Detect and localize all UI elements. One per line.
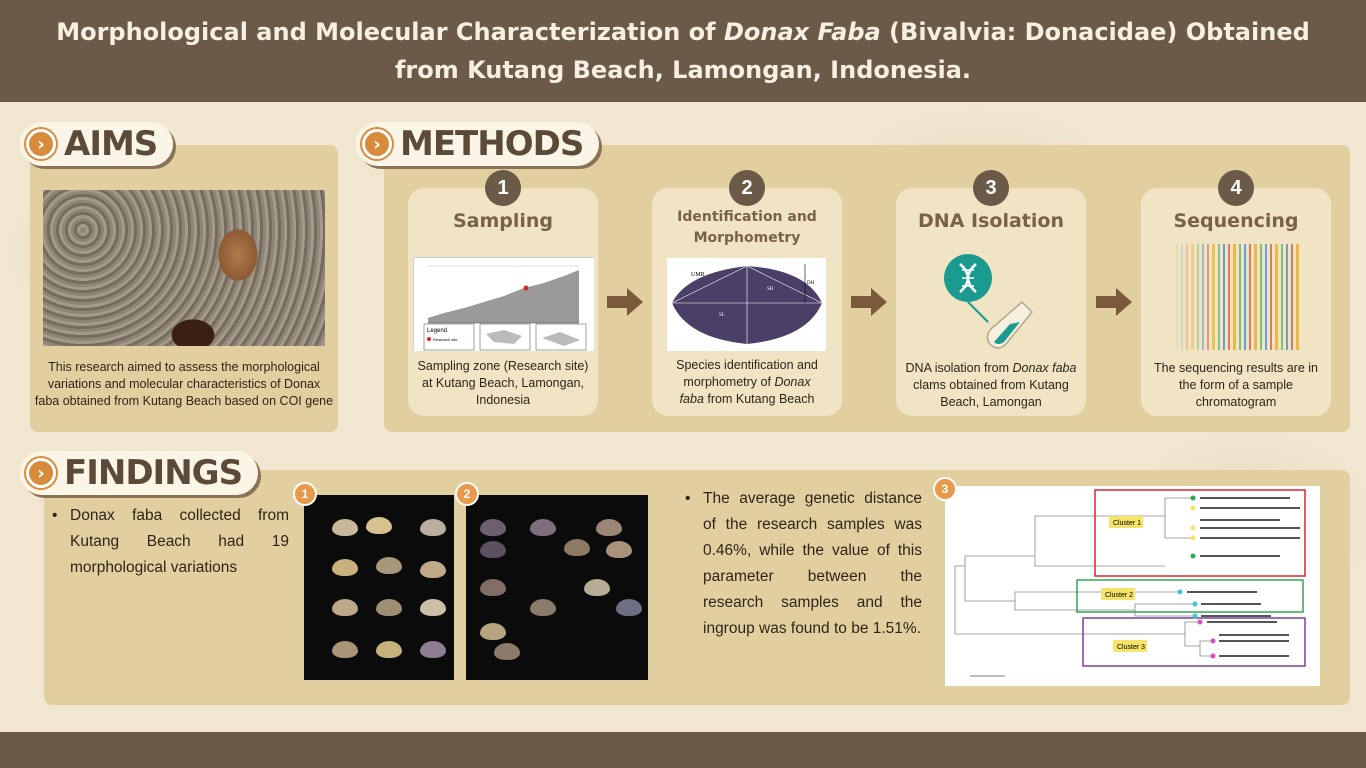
step-number: 2 <box>729 170 765 206</box>
shell-specimen <box>376 557 402 574</box>
shell-specimen <box>480 519 506 536</box>
elevation-map-graphic <box>414 258 594 351</box>
shell-specimen <box>332 559 358 576</box>
shell-specimen <box>480 579 506 596</box>
step-caption-identification: Species identification and morphometry of Donax faba from Kutang Beach <box>676 358 818 406</box>
shell-specimen <box>530 519 556 536</box>
step-caption-sequencing: The sequencing results are in the form of a sample chromatogram <box>1154 361 1318 409</box>
step-number: 4 <box>1218 170 1254 206</box>
sampling-map <box>413 257 593 350</box>
cluster-3-label: Cluster 3 <box>1117 644 1146 651</box>
shell-specimen <box>366 517 392 534</box>
morph-label-sl: SL <box>719 313 725 318</box>
phylogenetic-tree <box>945 486 1320 686</box>
shell-specimen <box>494 643 520 660</box>
chevron-right-icon: › <box>26 458 56 488</box>
step-caption-sampling: Sampling zone (Research site) at Kutang Beach, Lamongan, Indonesia <box>417 359 589 407</box>
figure-badge: 1 <box>293 482 317 506</box>
shell-specimen <box>616 599 642 616</box>
morph-label-dh: DH <box>807 281 815 286</box>
map-legend-label: Legend <box>427 328 448 334</box>
step-caption-dna-isolation: DNA isolation from Donax faba clams obtained from Kutang Beach, Lamongan <box>905 361 1077 409</box>
step-title: Sampling <box>452 210 554 232</box>
shell-specimen <box>376 641 402 658</box>
arrow-right-icon <box>1096 288 1132 316</box>
poster-title: Morphological and Molecular Characterization of Donax Faba (Bivalvia: Donacidae) Obtained from Kutang Beach, Lamongan, Indonesia. <box>56 18 1310 84</box>
figure-badge: 3 <box>933 477 957 501</box>
step-title: DNA Isolation <box>918 210 1064 232</box>
cluster-2-label: Cluster 2 <box>1105 592 1134 599</box>
shell-specimen <box>332 599 358 616</box>
shell-specimen <box>564 539 590 556</box>
shell-specimen <box>420 519 446 536</box>
findings-heading: › FINDINGS <box>20 451 258 495</box>
shell-specimen <box>332 641 358 658</box>
step-number: 3 <box>973 170 1009 206</box>
finding-bullet-1: • Donax faba collected from Kutang Beach had 19 morphological variations <box>70 503 289 581</box>
shell-specimen <box>420 561 446 578</box>
tree-graphic <box>945 486 1320 686</box>
shell-specimen <box>376 599 402 616</box>
dna-test-tube-icon <box>940 252 1040 352</box>
arrow-right-icon <box>607 288 643 316</box>
finding-bullet-2: • The average genetic distance of the research samples was 0.46%, while the value of this parameter between the research samples and the ingroup was found to be 1.51%. <box>703 486 922 642</box>
chevron-right-icon: › <box>26 129 56 159</box>
clam-photo <box>43 190 325 346</box>
chromatogram-graphic <box>1170 244 1302 350</box>
map-site-label: Research site <box>433 337 458 342</box>
shell-variation-plate-1 <box>304 495 454 680</box>
poster-header <box>0 0 1366 102</box>
methods-heading: › METHODS <box>356 122 599 166</box>
aims-text: This research aimed to assess the morphological variations and molecular characteristics of Donax faba obtained from Kutang Beach based on COI gene <box>34 360 334 408</box>
shell-specimen <box>584 579 610 596</box>
aims-heading: › AIMS <box>20 122 173 166</box>
chevron-right-icon: › <box>362 129 392 159</box>
shell-specimen <box>606 541 632 558</box>
shell-specimen <box>420 599 446 616</box>
step-number: 1 <box>485 170 521 206</box>
arrow-right-icon <box>851 288 887 316</box>
figure-badge: 2 <box>455 482 479 506</box>
poster-footer <box>0 732 1366 768</box>
shell-specimen <box>480 541 506 558</box>
shell-specimen <box>596 519 622 536</box>
shell-specimen <box>480 623 506 640</box>
shell-specimen <box>530 599 556 616</box>
step-title: Identification and Morphometry <box>677 209 817 246</box>
shell-variation-plate-2 <box>466 495 648 680</box>
shell-specimen <box>332 519 358 536</box>
shell-specimen <box>420 641 446 658</box>
morph-label-umb: UMB <box>691 272 705 278</box>
morph-label-sh: SH <box>767 287 774 292</box>
cluster-1-label: Cluster 1 <box>1113 520 1142 527</box>
morphometry-diagram <box>667 258 826 351</box>
step-title: Sequencing <box>1173 210 1299 232</box>
shell-morphometry-graphic <box>667 258 826 351</box>
